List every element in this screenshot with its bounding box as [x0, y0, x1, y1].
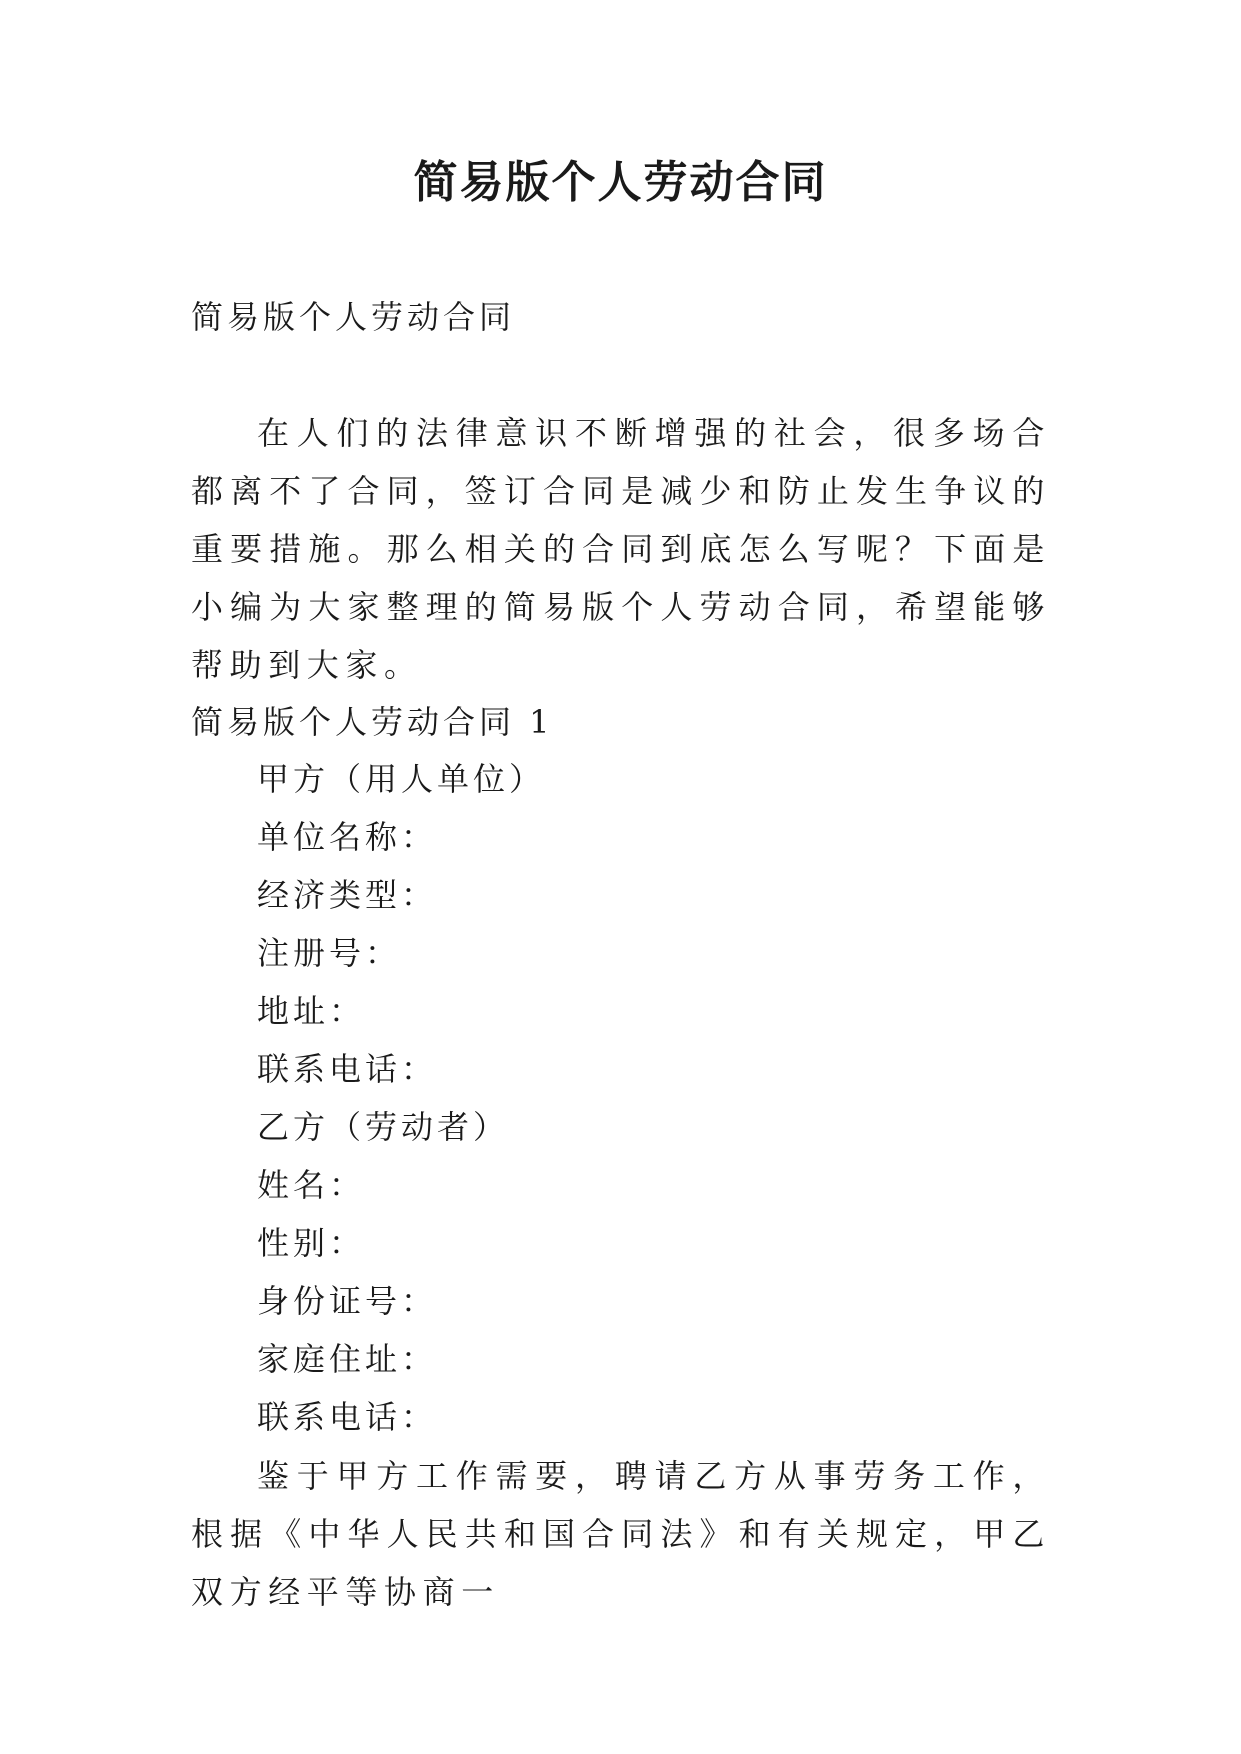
- home-address-label: 家庭住址：: [257, 1340, 438, 1378]
- party-a-phone-label: 联系电话：: [257, 1050, 438, 1088]
- address-label: 地址：: [257, 992, 366, 1030]
- unit-name-label: 单位名称：: [257, 818, 438, 856]
- economic-type-label: 经济类型：: [257, 876, 438, 914]
- party-b-heading: 乙方（劳动者）: [257, 1108, 510, 1146]
- closing-paragraph: 鉴于甲方工作需要，聘请乙方从事劳务工作，根据《中华人民共和国合同法》和有关规定，甲乙双方经平等协商一: [191, 1457, 1051, 1611]
- gender-label: 性别：: [257, 1224, 366, 1262]
- party-a-heading: 甲方（用人单位）: [257, 760, 546, 798]
- intro-paragraph: 在人们的法律意识不断增强的社会，很多场合都离不了合同，签订合同是减少和防止发生争议的重要措施。那么相关的合同到底怎么写呢？下面是小编为大家整理的简易版个人劳动合同，希望能够帮助到大家。: [191, 414, 1051, 684]
- name-label: 姓名：: [257, 1166, 366, 1204]
- contract-fields: [191, 750, 1051, 1446]
- id-number-label: 身份证号：: [257, 1282, 438, 1320]
- registration-no-label: 注册号：: [257, 934, 402, 972]
- document-title: 简易版个人劳动合同: [413, 157, 828, 208]
- document-subtitle: 简易版个人劳动合同: [191, 298, 516, 336]
- section-heading: 简易版个人劳动合同 1: [191, 703, 554, 741]
- party-b-phone-label: 联系电话：: [257, 1398, 438, 1436]
